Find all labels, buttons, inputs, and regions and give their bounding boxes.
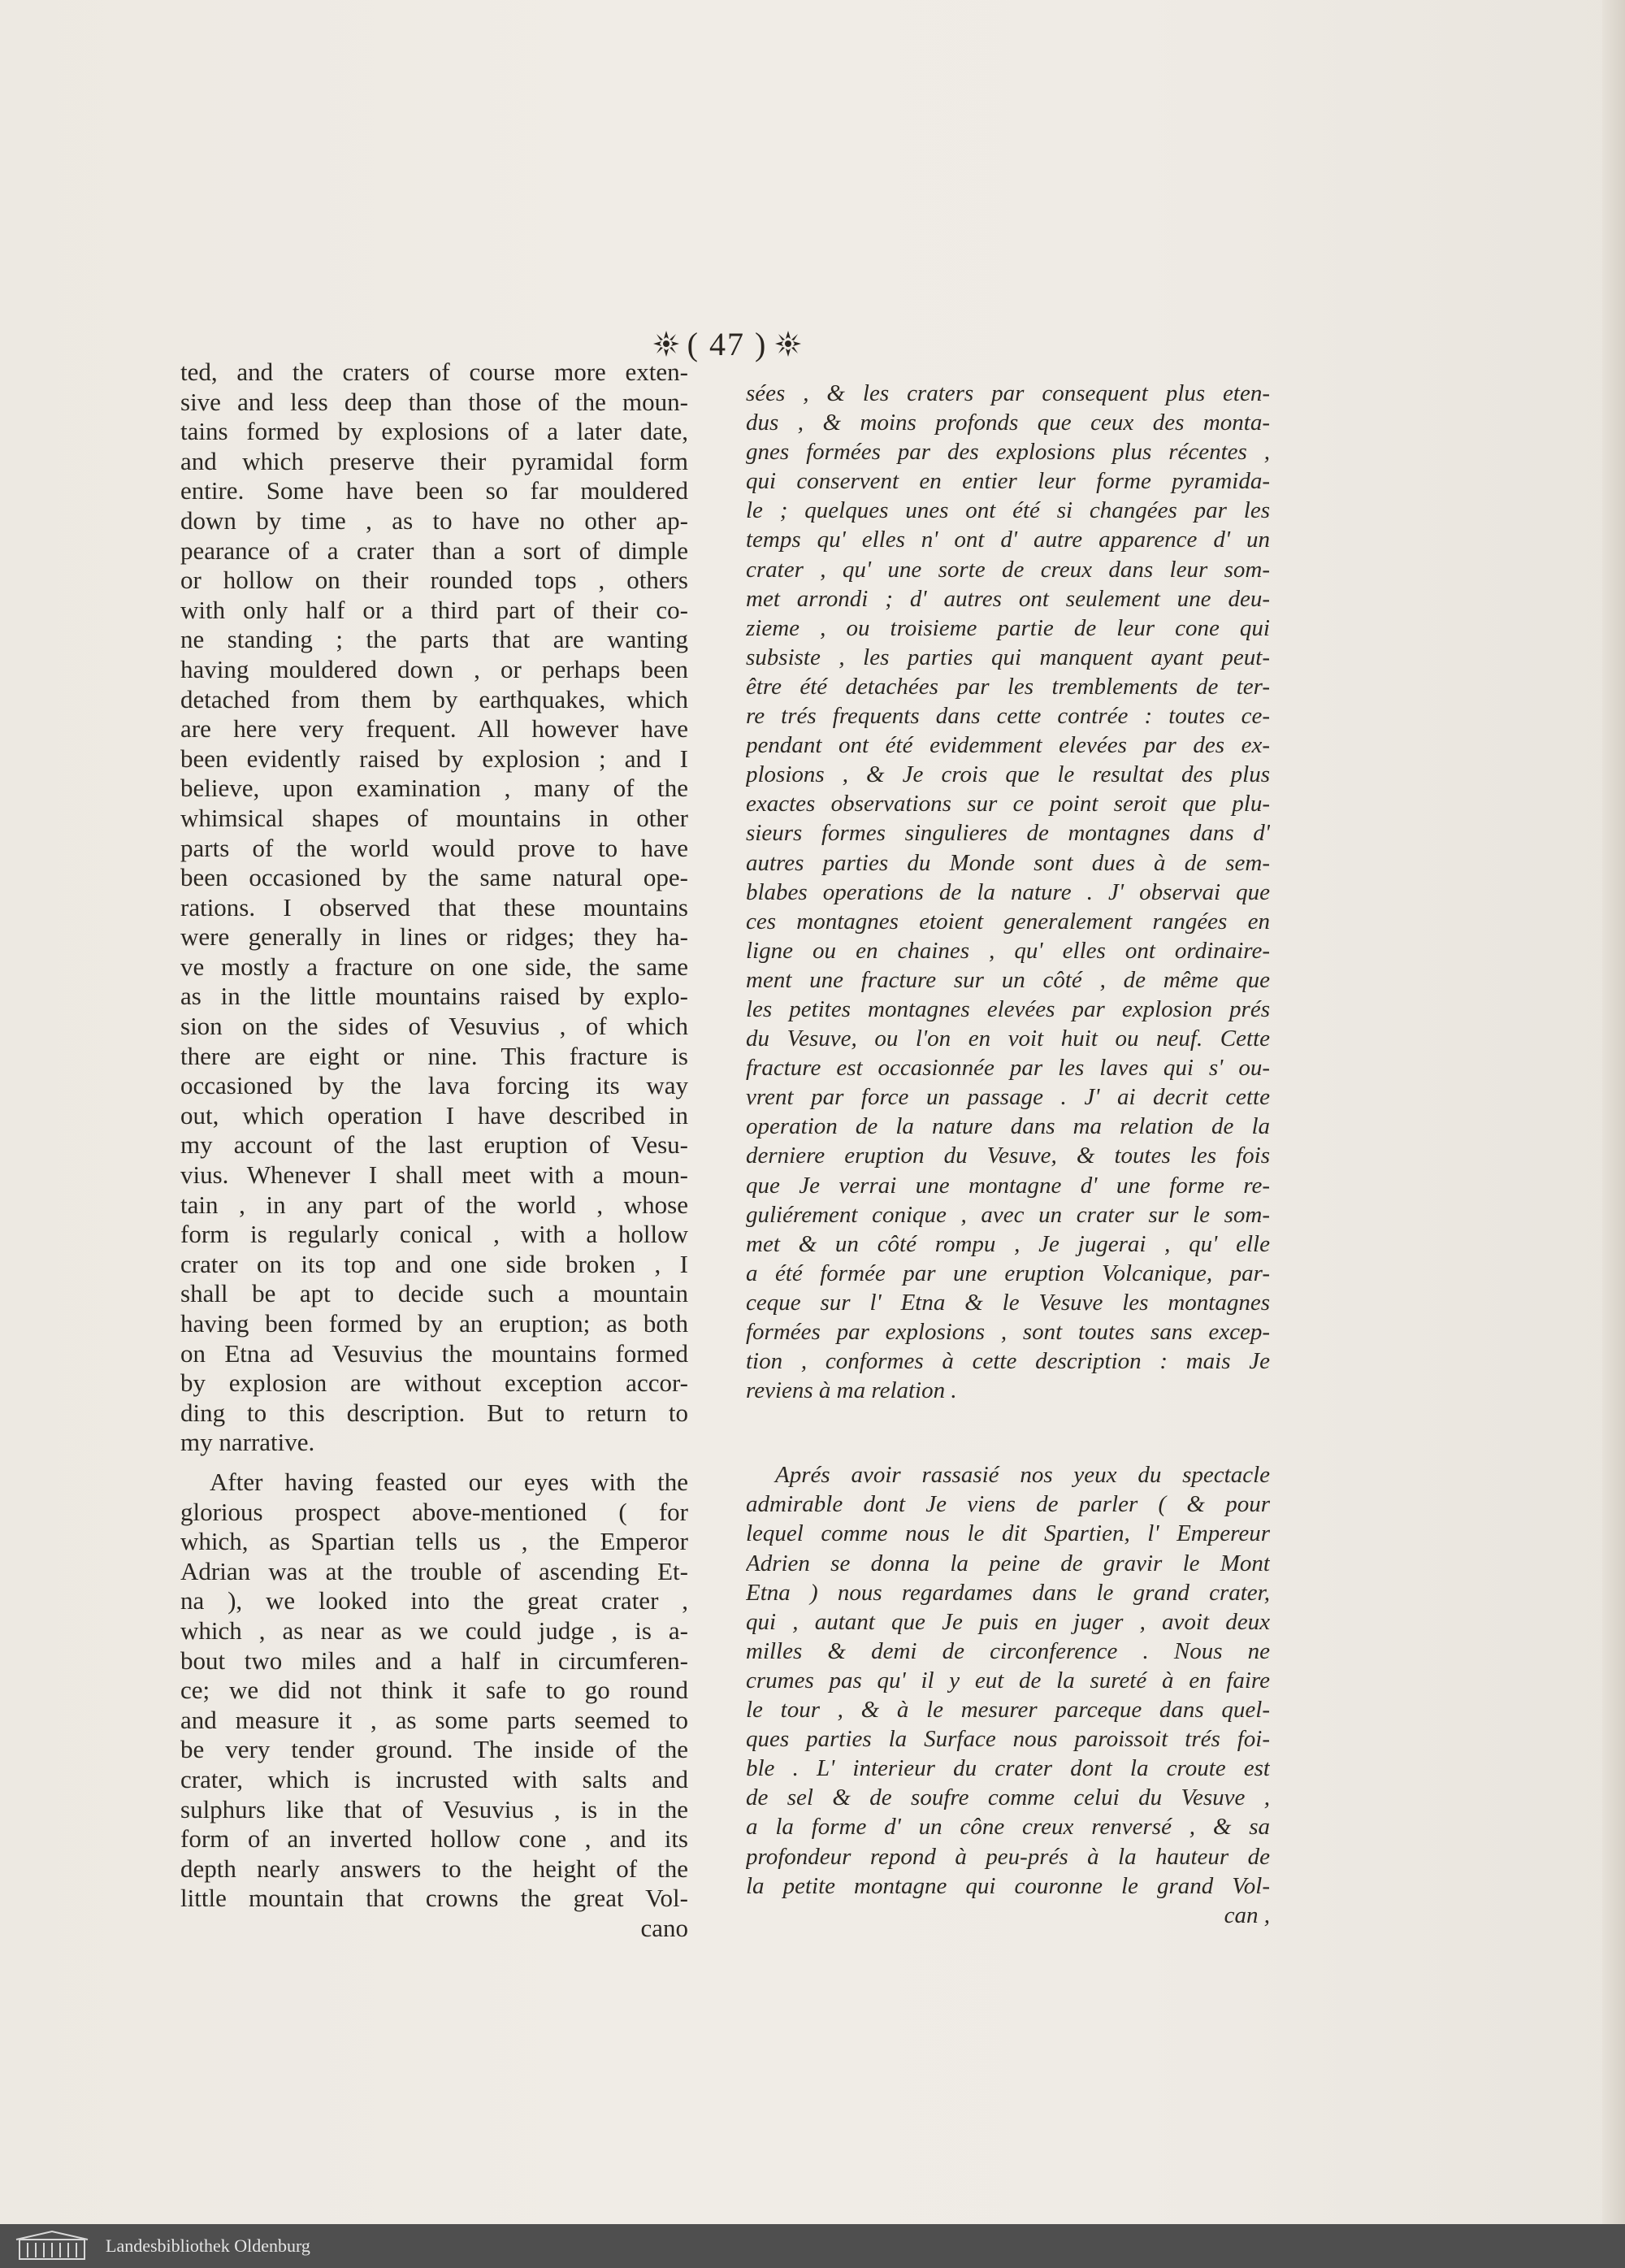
text-line: ligne ou en chaines , qu' elles ont ordinaire-: [746, 937, 1270, 964]
text-line: down by time , as to have no other ap-: [180, 505, 688, 535]
text-line: ce; we did not think it safe to go round: [180, 1676, 688, 1705]
text-line: sieurs formes singulieres de montagnes dans d': [746, 820, 1270, 847]
text-line: fracture est occasionnée par les laves qui s' ou-: [746, 1055, 1270, 1082]
text-line: having been formed by an eruption; as both: [180, 1309, 688, 1338]
text-line: ble . L' interieur du crater dont la croute est: [746, 1755, 1270, 1782]
text-line: occasioned by the lava forcing its way: [180, 1071, 688, 1100]
text-line: After having feasted our eyes with the: [210, 1467, 688, 1496]
text-line: tain , in any part of the world , whose: [180, 1190, 688, 1219]
text-line: reviens à ma relation .: [746, 1377, 957, 1404]
paragraph-spacer: [180, 1458, 688, 1468]
french-paragraph-2: [746, 1460, 1270, 1930]
text-line: as in the little mountains raised by explo-: [180, 982, 688, 1011]
text-line: plosions , & Je crois que le resultat des plus: [746, 761, 1270, 788]
text-line: which, as Spartian tells us , the Emperor: [180, 1527, 688, 1556]
text-line: been occasioned by the same natural ope-: [180, 863, 688, 892]
fleuron-ornament-right-icon: [772, 329, 804, 358]
text-line: sive and less deep than those of the moun-: [180, 387, 688, 416]
text-line: ne standing ; the parts that are wanting: [180, 625, 688, 654]
text-line: depth nearly answers to the height of the: [180, 1854, 688, 1883]
text-line: crater, which is incrusted with salts and: [180, 1764, 688, 1793]
text-line: Aprés avoir rassasié nos yeux du spectacle: [775, 1462, 1270, 1489]
text-line: du Vesuve, ou l'on en voit huit ou neuf. Cette: [746, 1026, 1270, 1052]
text-line: little mountain that crowns the great Vol-: [180, 1884, 688, 1913]
text-line: ceque sur l' Etna & le Vesuve les montagnes: [746, 1289, 1270, 1316]
text-line: être été detachées par les tremblements de ter-: [746, 673, 1270, 700]
text-line: Etna ) nous regardames dans le grand crater,: [746, 1579, 1270, 1606]
text-line: a la forme d' un cône creux renversé , & sa: [746, 1814, 1270, 1841]
text-line: les petites montagnes elevées par explosion prés: [746, 995, 1270, 1022]
text-line: pendant ont été evidemment elevées par des ex-: [746, 732, 1270, 759]
text-line: subsiste , les parties qui manquent ayant peut-: [746, 644, 1270, 670]
text-line: admirable dont Je viens de parler ( & pour: [746, 1491, 1270, 1518]
text-line: profondeur repond à peu-prés à la hauteur de: [746, 1843, 1270, 1870]
text-line: exactes observations sur ce point seroit que plu-: [746, 791, 1270, 817]
french-column: [746, 379, 1270, 1930]
text-line: form of an inverted hollow cone , and its: [180, 1824, 688, 1854]
text-line: bout two miles and a half in circumferen-: [180, 1646, 688, 1675]
text-line: le tour , & à le mesurer parceque dans quel-: [746, 1697, 1270, 1724]
text-line: been evidently raised by explosion ; and I: [180, 744, 688, 773]
text-line: qui , autant que Je puis en juger , avoit deux: [746, 1608, 1270, 1635]
text-line: le ; quelques unes ont été si changées par les: [746, 497, 1270, 524]
text-line: vrent par force un passage . J' ai decrit cette: [746, 1084, 1270, 1111]
text-line: milles & demi de circonference . Nous ne: [746, 1637, 1270, 1664]
text-line: on Etna ad Vesuvius the mountains formed: [180, 1338, 688, 1368]
text-line: and measure it , as some parts seemed to: [180, 1705, 688, 1734]
text-line: autres parties du Monde sont dues à de sem-: [746, 849, 1270, 876]
text-line: de sel & de soufre comme celui du Vesuve ,: [746, 1784, 1270, 1811]
text-line: whimsical shapes of mountains in other: [180, 803, 688, 832]
text-line: blabes operations de la nature . J' observai que: [746, 878, 1270, 905]
text-line: tion , conformes à cette description : mais Je: [746, 1348, 1270, 1375]
page-number: ( 47 ): [687, 325, 768, 362]
text-line: a été formée par une eruption Volcanique, par-: [746, 1260, 1270, 1286]
text-line: sées , & les craters par consequent plus eten-: [746, 380, 1270, 406]
text-line: ted, and the craters of course more exten-: [180, 358, 688, 386]
text-line: lequel comme nous le dit Spartien, l' Empereur: [746, 1520, 1270, 1547]
text-line: out, which operation I have described in: [180, 1100, 688, 1130]
english-paragraph-1: [180, 358, 688, 1458]
text-line: operation de la nature dans ma relation de la: [746, 1113, 1270, 1140]
text-line: there are eight or nine. This fracture is: [180, 1041, 688, 1070]
text-line: believe, upon examination , many of the: [180, 774, 688, 803]
text-line: ve mostly a fracture on one side, the same: [180, 952, 688, 981]
french-paragraph-1: [746, 379, 1270, 1405]
text-line: with only half or a third part of their co-: [180, 595, 688, 624]
text-line: rations. I observed that these mountains: [180, 892, 688, 922]
text-line: dus , & moins profonds que ceux des monta-: [746, 410, 1270, 436]
text-line: and which preserve their pyramidal form: [180, 446, 688, 475]
text-line: ces montagnes etoient generalement rangées en: [746, 908, 1270, 935]
english-paragraph-2: [180, 1468, 688, 1944]
text-line: gnes formées par des explosions plus récentes ,: [746, 439, 1270, 466]
text-line: detached from them by earthquakes, which: [180, 684, 688, 713]
text-line: sulphurs like that of Vesuvius , is in the: [180, 1794, 688, 1824]
text-line: be very tender ground. The inside of the: [180, 1735, 688, 1764]
text-line: glorious prospect above-mentioned ( for: [180, 1497, 688, 1526]
text-line: pearance of a crater than a sort of dimple: [180, 536, 688, 565]
text-line: qui conservent en entier leur forme pyramida-: [746, 468, 1270, 495]
library-building-icon: [11, 2230, 93, 2262]
text-line: ding to this description. But to return to: [180, 1398, 688, 1427]
catchword: cano: [640, 1913, 688, 1942]
text-line: my account of the last eruption of Vesu-: [180, 1130, 688, 1160]
library-footer-bar: [0, 2224, 1625, 2268]
text-line: na ), we looked into the great crater ,: [180, 1586, 688, 1615]
text-line: met & un côté rompu , Je jugerai , qu' elle: [746, 1230, 1270, 1257]
text-line: crumes pas qu' il y eut de la sureté à en faire: [746, 1667, 1270, 1693]
text-line: ment une fracture sur un côté , de même que: [746, 966, 1270, 993]
text-line: crater , qu' une sorte de creux dans leur som-: [746, 556, 1270, 583]
text-line: re trés frequents dans cette contrée : toutes ce-: [746, 703, 1270, 730]
text-line: were generally in lines or ridges; they ha-: [180, 922, 688, 952]
text-line: crater on its top and one side broken , I: [180, 1249, 688, 1278]
fleuron-ornament-left-icon: [650, 329, 682, 358]
text-line: sion on the sides of Vesuvius , of which: [180, 1012, 688, 1041]
text-line: la petite montagne qui couronne le grand Vol-: [746, 1872, 1270, 1899]
text-line: form is regularly conical , with a hollow: [180, 1220, 688, 1249]
text-line: shall be apt to decide such a mountain: [180, 1279, 688, 1308]
english-column: [180, 358, 688, 1943]
text-line: parts of the world would prove to have: [180, 833, 688, 862]
text-line: by explosion are without exception accor-: [180, 1368, 688, 1398]
text-line: or hollow on their rounded tops , others: [180, 566, 688, 595]
text-line: met arrondi ; d' autres ont seulement une deu-: [746, 585, 1270, 612]
text-line: vius. Whenever I shall meet with a moun-: [180, 1160, 688, 1190]
text-line: ques parties la Surface nous paroissoit trés foi-: [746, 1726, 1270, 1753]
text-line: my narrative.: [180, 1428, 315, 1457]
library-name: Landesbibliothek Oldenburg: [106, 2235, 310, 2256]
text-line: derniere eruption du Vesuve, & toutes les fois: [746, 1143, 1270, 1169]
text-line: tains formed by explosions of a later date,: [180, 417, 688, 446]
page-edge-shadow: [1602, 0, 1625, 2224]
catchword: can ,: [1224, 1902, 1270, 1928]
text-line: entire. Some have been so far mouldered: [180, 476, 688, 505]
text-line: Adrien se donna la peine de gravir le Mont: [746, 1550, 1270, 1576]
text-line: having mouldered down , or perhaps been: [180, 654, 688, 683]
text-line: are here very frequent. All however have: [180, 714, 688, 744]
text-line: guliérement conique , avec un crater sur le som-: [746, 1201, 1270, 1228]
text-line: temps qu' elles n' ont d' autre apparence d' un: [746, 527, 1270, 553]
paragraph-spacer: [746, 1405, 1270, 1460]
text-line: Adrian was at the trouble of ascending Et-: [180, 1556, 688, 1585]
text-line: which , as near as we could judge , is a-: [180, 1615, 688, 1645]
text-line: zieme , ou troisieme partie de leur cone qui: [746, 614, 1270, 641]
text-line: que Je verrai une montagne d' une forme re-: [746, 1172, 1270, 1199]
text-line: formées par explosions , sont toutes sans excep-: [746, 1319, 1270, 1345]
